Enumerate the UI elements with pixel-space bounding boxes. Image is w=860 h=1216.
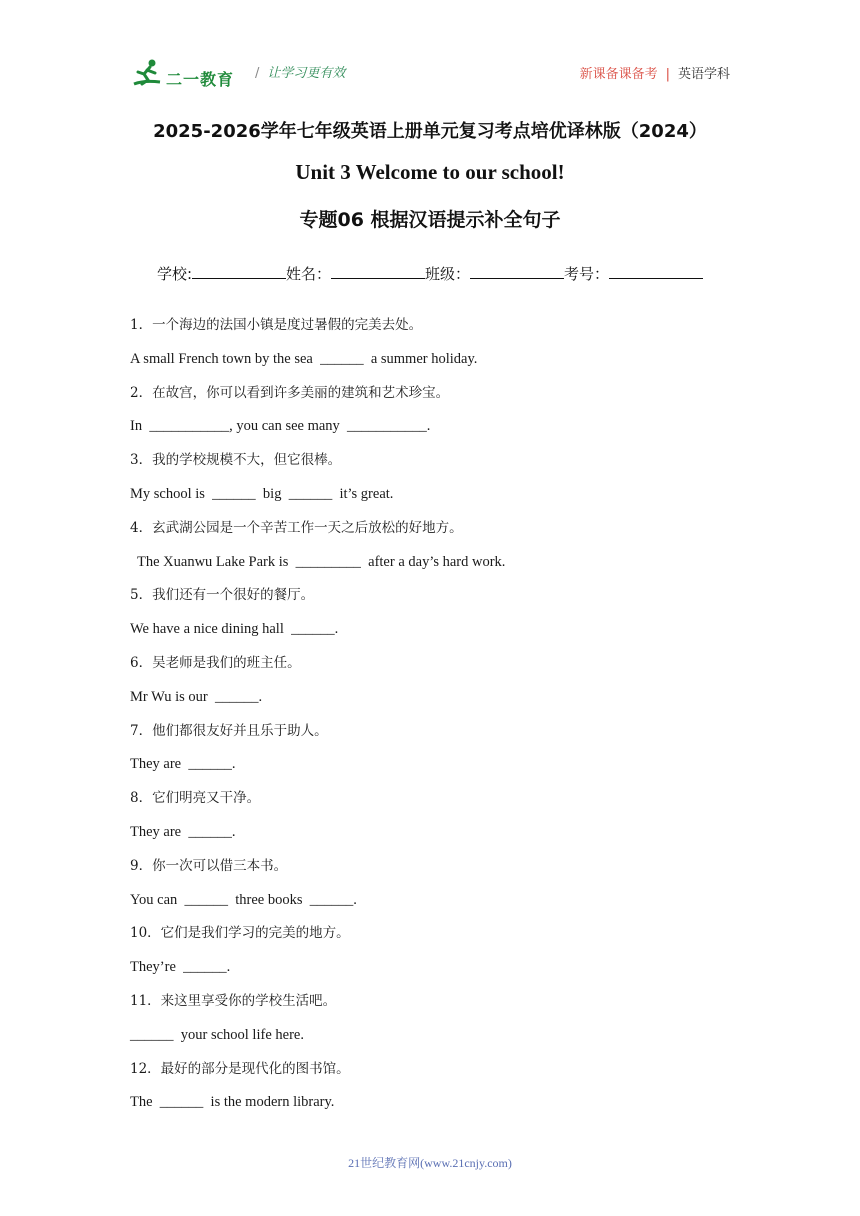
question-prompt: 5．我们还有一个很好的餐厅。 <box>130 587 315 604</box>
question-sentence[interactable]: The ______ is the modern library. <box>130 1094 335 1111</box>
question-prompt: 10．它们是我们学习的完美的地方。 <box>130 925 350 942</box>
question-sentence[interactable]: They are ______. <box>130 756 236 773</box>
question-sentence[interactable]: ______ your school life here. <box>130 1026 304 1043</box>
runner-logo-icon <box>130 58 166 88</box>
slogan-slash: / <box>255 66 260 81</box>
question-sentence[interactable]: My school is ______ big ______ it’s great. <box>130 485 394 502</box>
question-sentence[interactable]: In ___________, you can see many ___________. <box>130 418 431 435</box>
question-prompt: 3．我的学校规模不大，但它很棒。 <box>130 452 342 469</box>
document-title: 2025-2026学年七年级英语上册单元复习考点培优译林版（2024） <box>153 121 707 142</box>
question-sentence[interactable]: We have a nice dining hall ______. <box>130 621 339 638</box>
name-label: 姓名： <box>286 265 332 283</box>
question-prompt: 7．他们都很友好并且乐于助人。 <box>130 722 328 739</box>
question-prompt: 2．在故宫，你可以看到许多美丽的建筑和艺术珍宝。 <box>130 384 450 401</box>
header-separator: | <box>665 67 670 82</box>
slogan-text: 让学习更有效 <box>267 66 346 81</box>
number-label: 考号： <box>564 265 610 283</box>
class-label: 班级： <box>425 265 471 283</box>
question-prompt: 6．吴老师是我们的班主任。 <box>130 654 301 671</box>
question-prompt: 8．它们明亮又干净。 <box>130 790 261 807</box>
number-blank[interactable] <box>609 264 703 279</box>
header-subject <box>580 63 730 82</box>
name-blank[interactable] <box>331 264 425 279</box>
unit-title: Unit 3 Welcome to our school! <box>295 160 565 184</box>
school-blank[interactable] <box>192 264 286 279</box>
question-sentence[interactable]: They’re ______. <box>130 959 231 976</box>
header-label-subject: 英语学科 <box>677 67 730 82</box>
question-sentence[interactable]: A small French town by the sea ______ a summer holiday. <box>130 350 478 367</box>
question-sentence[interactable]: The Xuanwu Lake Park is _________ after a day’s hard work. <box>130 553 506 570</box>
question-prompt: 9．你一次可以借三本书。 <box>130 857 288 874</box>
student-info-row <box>0 263 860 284</box>
topic-title: 专题06 根据汉语提示补全句子 <box>299 209 561 231</box>
question-prompt: 4．玄武湖公园是一个辛苦工作一天之后放松的好地方。 <box>130 519 463 536</box>
logo <box>130 58 250 88</box>
question-sentence[interactable]: You can ______ three books ______. <box>130 891 357 908</box>
question-list <box>130 312 750 1123</box>
question-prompt: 11．来这里享受你的学校生活吧。 <box>130 992 337 1009</box>
question-sentence[interactable]: They are ______. <box>130 823 236 840</box>
slogan <box>255 62 345 81</box>
school-label: 学校: <box>156 265 192 283</box>
question-sentence[interactable]: Mr Wu is our ______. <box>130 688 263 705</box>
question-prompt: 1．一个海边的法国小镇是度过暑假的完美去处。 <box>130 317 423 333</box>
question-prompt: 12．最好的部分是现代化的图书馆。 <box>130 1060 350 1077</box>
page-header <box>130 52 730 94</box>
header-label-prep: 新课备课备考 <box>579 67 658 82</box>
footer-source: 21世纪教育网(www.21cnjy.com) <box>348 1156 512 1170</box>
class-blank[interactable] <box>470 264 564 279</box>
logo-text: 二一教育 <box>166 70 235 89</box>
